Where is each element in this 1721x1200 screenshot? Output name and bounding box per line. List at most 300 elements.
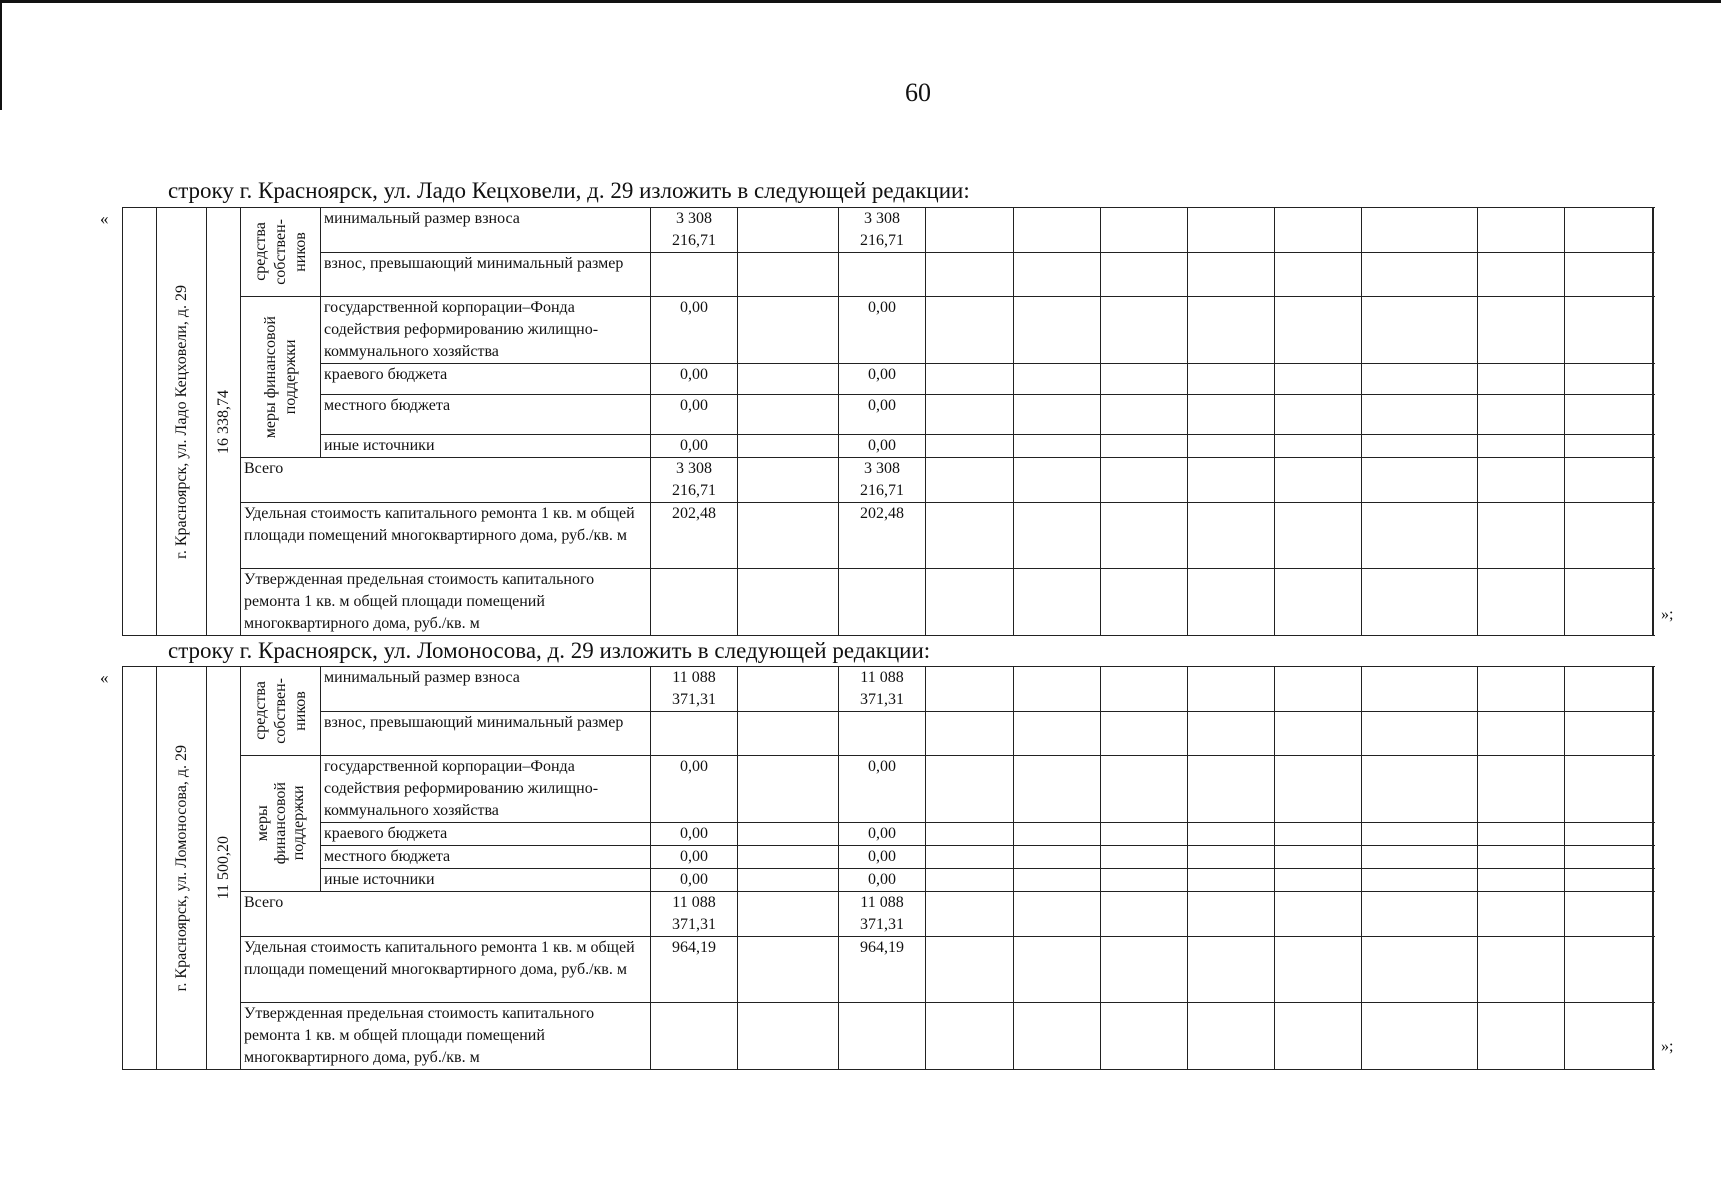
empty-cell	[1101, 297, 1188, 364]
empty-cell	[738, 869, 839, 892]
empty-cell	[1014, 297, 1101, 364]
row-label-cell	[241, 1003, 651, 1070]
empty-cell	[1653, 1003, 1654, 1070]
value-cell-1	[651, 395, 738, 435]
empty-cell	[1101, 667, 1188, 712]
empty-cell	[1653, 364, 1654, 395]
row-label: иные источники	[324, 871, 435, 888]
row-label: местного бюджета	[324, 848, 451, 865]
empty-cell	[738, 253, 839, 297]
value-cell-2	[839, 569, 926, 636]
empty-cell	[1362, 712, 1478, 756]
owners-group-label-line: ников	[291, 232, 309, 272]
row-label: государственной корпорации–Фонда содействия реформированию жилищно-коммунального хозяйства	[324, 299, 599, 360]
empty-cell	[1275, 253, 1362, 297]
empty-cell	[738, 756, 839, 823]
value-1: 11 088 371,31	[672, 894, 716, 933]
empty-cell	[1275, 435, 1362, 458]
empty-cell	[1478, 667, 1565, 712]
empty-cell	[926, 297, 1014, 364]
value-2: 0,00	[868, 758, 896, 775]
value-cell-2	[839, 297, 926, 364]
table-row	[123, 846, 1654, 869]
value-2: 0,00	[868, 437, 896, 454]
address-cell	[157, 208, 207, 636]
row-label: Удельная стоимость капитального ремонта 1 кв. м общей площади помещений многоквартирного дома, руб./кв. м	[244, 939, 635, 978]
empty-cell	[1188, 823, 1275, 846]
owners-group-cell	[241, 208, 321, 297]
support-group-cell	[241, 297, 321, 458]
row-label: Всего	[244, 894, 284, 911]
value-cell-1	[651, 208, 738, 253]
value-cell-2	[839, 364, 926, 395]
empty-cell	[1362, 458, 1478, 503]
value-cell-1	[651, 503, 738, 569]
section-heading: строку г. Красноярск, ул. Ладо Кецховели, д. 29 изложить в следующей редакции:	[168, 178, 970, 203]
value-cell-1	[651, 253, 738, 297]
empty-cell	[1565, 937, 1653, 1003]
value-1: 0,00	[680, 871, 708, 888]
value-1: 0,00	[680, 758, 708, 775]
table-row	[123, 364, 1654, 395]
empty-cell	[1362, 667, 1478, 712]
empty-cell	[1188, 712, 1275, 756]
table-row	[123, 503, 1654, 569]
empty-cell	[1478, 395, 1565, 435]
empty-cell	[1188, 1003, 1275, 1070]
row-label-cell	[241, 503, 651, 569]
empty-cell	[1565, 395, 1653, 435]
empty-cell	[926, 364, 1014, 395]
value-2: 3 308 216,71	[860, 460, 904, 499]
value-cell-1	[651, 667, 738, 712]
value-cell-1	[651, 458, 738, 503]
row-label: взнос, превышающий минимальный размер	[324, 714, 624, 731]
quote-close: »;	[1661, 606, 1674, 623]
empty-cell	[1014, 1003, 1101, 1070]
quote-open: «	[100, 668, 109, 687]
value-cell-2	[839, 253, 926, 297]
empty-cell	[926, 503, 1014, 569]
empty-cell	[1653, 458, 1654, 503]
empty-cell	[1014, 937, 1101, 1003]
row-label-cell	[321, 667, 651, 712]
area-text-wrap	[207, 836, 240, 899]
value-cell-1	[651, 435, 738, 458]
address-text-line: г. Красноярск, ул. Ладо Кецховели, д. 29	[172, 284, 190, 559]
value-2: 0,00	[868, 848, 896, 865]
support-group-label	[254, 782, 308, 864]
value-2: 964,19	[860, 939, 904, 956]
area-text-line: 11 500,20	[214, 836, 232, 900]
empty-cell	[1188, 569, 1275, 636]
empty-cell	[1014, 395, 1101, 435]
area-cell	[207, 208, 241, 636]
support-group-cell	[241, 756, 321, 892]
empty-cell	[1101, 937, 1188, 1003]
empty-cell	[1014, 892, 1101, 937]
support-group-label-line: меры	[253, 805, 271, 842]
empty-cell	[1565, 569, 1653, 636]
empty-cell	[1014, 503, 1101, 569]
empty-cell	[1101, 395, 1188, 435]
value-cell-2	[839, 395, 926, 435]
row-label-cell	[321, 297, 651, 364]
row-label: Утвержденная предельная стоимость капитального ремонта 1 кв. м общей площади помещений многоквартирного дома, руб./кв. м	[244, 1005, 595, 1066]
value-1: 0,00	[680, 299, 708, 316]
empty-cell	[738, 458, 839, 503]
empty-cell	[926, 869, 1014, 892]
empty-cell	[1653, 756, 1654, 823]
area-text-line: 16 338,74	[214, 389, 232, 454]
empty-cell	[1362, 756, 1478, 823]
empty-cell	[1653, 937, 1654, 1003]
value-cell-2	[839, 435, 926, 458]
empty-cell	[738, 503, 839, 569]
empty-cell	[1101, 435, 1188, 458]
row-label-cell	[241, 458, 651, 503]
value-cell-2	[839, 503, 926, 569]
empty-cell	[1362, 869, 1478, 892]
support-group-label-line: поддержки	[281, 339, 299, 415]
value-cell-2	[839, 869, 926, 892]
empty-cell	[1362, 846, 1478, 869]
empty-cell	[1188, 869, 1275, 892]
value-cell-2	[839, 937, 926, 1003]
empty-cell	[1101, 253, 1188, 297]
address-text-wrap	[157, 745, 206, 991]
value-cell-2	[839, 667, 926, 712]
empty-cell	[1478, 937, 1565, 1003]
value-cell-2	[839, 458, 926, 503]
empty-cell	[1653, 892, 1654, 937]
empty-cell	[1014, 823, 1101, 846]
value-1: 0,00	[680, 848, 708, 865]
empty-cell	[1101, 458, 1188, 503]
empty-cell	[1565, 253, 1653, 297]
empty-cell	[1188, 846, 1275, 869]
empty-cell	[926, 435, 1014, 458]
empty-cell	[1188, 435, 1275, 458]
table-row	[123, 823, 1654, 846]
empty-cell	[1014, 569, 1101, 636]
empty-cell	[1362, 937, 1478, 1003]
support-group-label	[261, 316, 301, 438]
row-label: краевого бюджета	[324, 366, 448, 383]
table-row	[123, 869, 1654, 892]
empty-cell	[1101, 208, 1188, 253]
empty-cell	[1275, 892, 1362, 937]
area-text	[214, 390, 234, 454]
empty-cell	[1014, 712, 1101, 756]
empty-cell	[1653, 569, 1654, 636]
owners-group-cell	[241, 667, 321, 756]
value-2: 0,00	[868, 366, 896, 383]
empty-cell	[926, 712, 1014, 756]
section-heading: строку г. Красноярск, ул. Ломоносова, д. 29 изложить в следующей редакции:	[168, 638, 931, 663]
row-label: краевого бюджета	[324, 825, 448, 842]
row-label-cell	[321, 253, 651, 297]
empty-cell	[1362, 297, 1478, 364]
empty-cell	[1362, 253, 1478, 297]
empty-cell	[1478, 1003, 1565, 1070]
empty-cell	[1362, 395, 1478, 435]
amendment-table	[122, 207, 1654, 636]
empty-cell	[1478, 892, 1565, 937]
table-row	[123, 253, 1654, 297]
empty-cell	[1565, 208, 1653, 253]
empty-cell	[1275, 1003, 1362, 1070]
empty-cell	[1188, 756, 1275, 823]
empty-cell	[1101, 364, 1188, 395]
value-cell-2	[839, 846, 926, 869]
value-2: 11 088 371,31	[860, 669, 904, 708]
empty-cell	[926, 937, 1014, 1003]
table-row	[123, 756, 1654, 823]
table-row	[123, 569, 1654, 636]
empty-cell	[738, 937, 839, 1003]
empty-cell	[926, 892, 1014, 937]
empty-cell	[926, 458, 1014, 503]
row-label-cell	[241, 937, 651, 1003]
empty-cell	[1478, 503, 1565, 569]
address-text	[172, 285, 192, 559]
row-label-cell	[321, 712, 651, 756]
empty-cell	[1275, 569, 1362, 636]
value-2: 11 088 371,31	[860, 894, 904, 933]
value-1: 0,00	[680, 397, 708, 414]
empty-cell	[1101, 846, 1188, 869]
page-number: 60	[905, 78, 931, 107]
value-cell-1	[651, 569, 738, 636]
empty-cell	[1653, 208, 1654, 253]
empty-cell	[1014, 846, 1101, 869]
owners-group-label-wrap	[241, 678, 320, 744]
row-label-cell	[321, 435, 651, 458]
empty-cell	[926, 667, 1014, 712]
page-top-border	[0, 0, 1721, 3]
empty-cell	[1275, 869, 1362, 892]
row-label-cell	[321, 208, 651, 253]
empty-cell	[738, 435, 839, 458]
row-label-cell	[321, 846, 651, 869]
table-row	[123, 892, 1654, 937]
empty-cell	[1653, 667, 1654, 712]
empty-cell	[1101, 1003, 1188, 1070]
empty-cell	[1362, 569, 1478, 636]
row-label: государственной корпорации–Фонда содействия реформированию жилищно-коммунального хозяйства	[324, 758, 599, 819]
value-cell-1	[651, 869, 738, 892]
empty-cell	[1478, 569, 1565, 636]
support-group-label-line: меры финансовой	[261, 315, 279, 439]
empty-cell	[1101, 503, 1188, 569]
empty-cell	[1014, 458, 1101, 503]
row-label: Всего	[244, 460, 284, 477]
empty-cell	[1101, 823, 1188, 846]
row-label: иные источники	[324, 437, 435, 454]
empty-cell	[1565, 1003, 1653, 1070]
empty-cell	[1188, 667, 1275, 712]
value-cell-1	[651, 1003, 738, 1070]
value-2: 0,00	[868, 299, 896, 316]
empty-cell	[738, 667, 839, 712]
row-label-cell	[321, 756, 651, 823]
empty-cell	[1101, 869, 1188, 892]
empty-cell	[1653, 297, 1654, 364]
row-label: Утвержденная предельная стоимость капитального ремонта 1 кв. м общей площади помещений многоквартирного дома, руб./кв. м	[244, 571, 595, 632]
owners-group-label-wrap	[241, 219, 320, 285]
owners-group-label-line: средства	[251, 222, 269, 282]
empty-cell	[1188, 503, 1275, 569]
empty-cell	[1188, 253, 1275, 297]
empty-cell	[1653, 395, 1654, 435]
value-cell-1	[651, 756, 738, 823]
empty-cell	[1478, 712, 1565, 756]
empty-cell	[738, 569, 839, 636]
empty-cell	[1014, 667, 1101, 712]
empty-cell	[1565, 435, 1653, 458]
value-cell-2	[839, 1003, 926, 1070]
row-number-cell	[123, 208, 157, 636]
value-cell-1	[651, 364, 738, 395]
empty-cell	[926, 208, 1014, 253]
empty-cell	[1275, 712, 1362, 756]
empty-cell	[1565, 297, 1653, 364]
value-cell-2	[839, 756, 926, 823]
empty-cell	[1362, 503, 1478, 569]
address-text-wrap	[157, 285, 206, 559]
empty-cell	[926, 823, 1014, 846]
owners-group-label-line: собствен-	[271, 678, 289, 744]
value-cell-2	[839, 823, 926, 846]
empty-cell	[1275, 297, 1362, 364]
table-row	[123, 395, 1654, 435]
empty-cell	[926, 253, 1014, 297]
empty-cell	[1478, 364, 1565, 395]
value-1: 202,48	[672, 505, 716, 522]
value-cell-1	[651, 892, 738, 937]
empty-cell	[738, 208, 839, 253]
empty-cell	[738, 712, 839, 756]
empty-cell	[1478, 756, 1565, 823]
empty-cell	[1101, 712, 1188, 756]
empty-cell	[1565, 667, 1653, 712]
support-group-label-wrap	[241, 316, 320, 438]
owners-group-label	[251, 219, 311, 285]
value-2: 3 308 216,71	[860, 210, 904, 249]
row-label: взнос, превышающий минимальный размер	[324, 255, 624, 272]
empty-cell	[1653, 503, 1654, 569]
empty-cell	[1362, 208, 1478, 253]
empty-cell	[738, 823, 839, 846]
empty-cell	[1478, 823, 1565, 846]
empty-cell	[1188, 892, 1275, 937]
empty-cell	[1653, 846, 1654, 869]
empty-cell	[1565, 756, 1653, 823]
empty-cell	[1014, 435, 1101, 458]
table-row	[123, 1003, 1654, 1070]
address-text-line: г. Красноярск, ул. Ломоносова, д. 29	[172, 744, 190, 992]
value-1: 964,19	[672, 939, 716, 956]
value-cell-1	[651, 712, 738, 756]
empty-cell	[738, 395, 839, 435]
empty-cell	[1275, 823, 1362, 846]
row-label: Удельная стоимость капитального ремонта 1 кв. м общей площади помещений многоквартирного дома, руб./кв. м	[244, 505, 635, 544]
empty-cell	[1188, 458, 1275, 503]
empty-cell	[1188, 937, 1275, 1003]
empty-cell	[1188, 395, 1275, 435]
row-label-cell	[321, 364, 651, 395]
table-row	[123, 297, 1654, 364]
page-left-border	[0, 0, 2, 110]
value-cell-1	[651, 297, 738, 364]
empty-cell	[1362, 364, 1478, 395]
support-group-label-line: поддержки	[289, 786, 307, 861]
empty-cell	[1565, 869, 1653, 892]
empty-cell	[1565, 823, 1653, 846]
empty-cell	[1275, 458, 1362, 503]
area-cell	[207, 667, 241, 1070]
value-2: 0,00	[868, 871, 896, 888]
empty-cell	[1478, 846, 1565, 869]
empty-cell	[926, 569, 1014, 636]
value-1: 0,00	[680, 437, 708, 454]
empty-cell	[1275, 208, 1362, 253]
area-text-wrap	[207, 390, 240, 454]
empty-cell	[1275, 937, 1362, 1003]
empty-cell	[1478, 869, 1565, 892]
value-1: 0,00	[680, 366, 708, 383]
empty-cell	[738, 1003, 839, 1070]
row-label-cell	[321, 395, 651, 435]
table-row	[123, 208, 1654, 253]
value-1: 3 308 216,71	[672, 210, 716, 249]
value-cell-1	[651, 937, 738, 1003]
empty-cell	[1362, 823, 1478, 846]
owners-group-label	[251, 678, 311, 744]
empty-cell	[926, 395, 1014, 435]
value-1: 3 308 216,71	[672, 460, 716, 499]
empty-cell	[738, 892, 839, 937]
area-text	[214, 836, 234, 899]
empty-cell	[1565, 712, 1653, 756]
empty-cell	[1362, 1003, 1478, 1070]
table-row	[123, 712, 1654, 756]
row-label-cell	[241, 892, 651, 937]
empty-cell	[1014, 253, 1101, 297]
empty-cell	[1275, 756, 1362, 823]
row-label-cell	[241, 569, 651, 636]
empty-cell	[1101, 756, 1188, 823]
empty-cell	[1014, 364, 1101, 395]
owners-group-label-line: собствен-	[271, 219, 289, 285]
row-label: минимальный размер взноса	[324, 210, 520, 227]
empty-cell	[1478, 435, 1565, 458]
empty-cell	[1653, 435, 1654, 458]
empty-cell	[1188, 208, 1275, 253]
empty-cell	[738, 297, 839, 364]
table-row	[123, 458, 1654, 503]
owners-group-label-line: средства	[251, 681, 269, 741]
empty-cell	[738, 846, 839, 869]
table-row	[123, 937, 1654, 1003]
empty-cell	[1014, 208, 1101, 253]
value-cell-1	[651, 846, 738, 869]
empty-cell	[1362, 435, 1478, 458]
empty-cell	[1653, 253, 1654, 297]
value-2: 0,00	[868, 397, 896, 414]
value-2: 202,48	[860, 505, 904, 522]
